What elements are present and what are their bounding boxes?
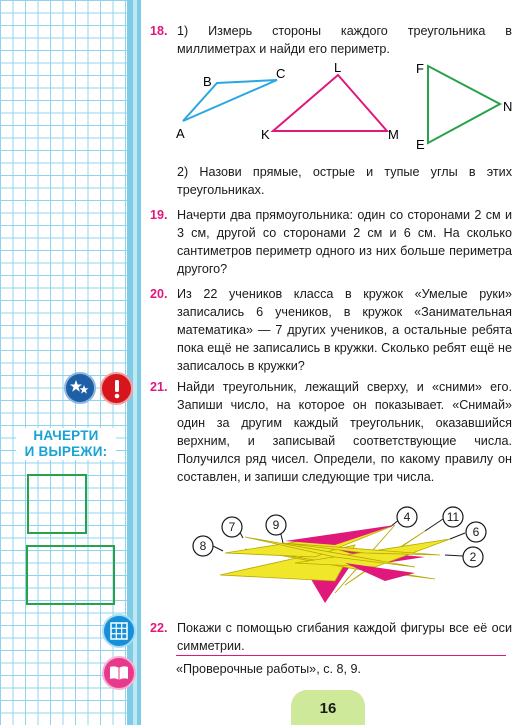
- page-number: 16: [291, 690, 365, 725]
- vertex-label: A: [176, 126, 185, 141]
- task-20: [150, 285, 512, 375]
- exclamation-icon-glyph: [112, 379, 122, 399]
- shard-pink: [285, 525, 395, 545]
- task-20-text: Из 22 учеников класса в кружок «Умелые руки» записались 6 учеников, в кружок «Занимательная математика» — 7 других учеников, а остальные ребята пока ещё не записались в кружки. Сколько ребят ещё не записалось в кружки?: [177, 287, 512, 373]
- side-title: [16, 428, 116, 460]
- triangle-abc: [183, 80, 277, 121]
- vertex-label: F: [416, 61, 424, 76]
- task-number: 22.: [150, 621, 168, 635]
- task-number: 18.: [150, 24, 168, 38]
- circle-number: 2: [469, 550, 477, 564]
- task-18-part2: 2) Назови прямые, острые и тупые углы в этих треугольниках.: [177, 165, 512, 197]
- side-title-line2: И ВЫРЕЖИ:: [24, 444, 108, 459]
- reference-divider: [176, 655, 506, 656]
- task-21-triangle-pile: [185, 505, 495, 605]
- task-number: 20.: [150, 287, 168, 301]
- task-19-text: Начерти два прямоугольника: один со сторонами 2 см и 3 см, другой со сторонами 2 см и 6 см. На сколько сантиметров периметр одного из них больше периметра другого?: [177, 208, 512, 276]
- grid-icon-glyph: [110, 622, 128, 640]
- vertex-label: C: [276, 66, 286, 81]
- vertex-label: M: [388, 127, 399, 142]
- circle-number: 8: [199, 539, 207, 553]
- green-rectangle-small: [27, 474, 87, 534]
- vertex-label: K: [261, 127, 270, 142]
- task-18: [150, 22, 512, 58]
- book-icon: [102, 656, 136, 690]
- task-22-text: Покажи с помощью сгибания каждой фигуры все её оси симметрии.: [177, 621, 512, 653]
- side-title-line1: НАЧЕРТИ: [33, 428, 99, 443]
- grid-icon: [102, 614, 136, 648]
- task-21-text: Найди треугольник, лежащий сверху, и «сними» его. Запиши число, на которое он показывает. «Снимай» один за другим каждый треугольник, оказавшийся верхним, и записывай соответствующие числа. Получился ряд чисел. Определи, по какому правилу он составлен, и запиши следующие три числа.: [177, 380, 512, 484]
- exclamation-icon: [100, 372, 133, 405]
- triangle-efn: [428, 66, 500, 143]
- task-number: 21.: [150, 380, 168, 394]
- circle-number: 11: [446, 510, 460, 524]
- circle-number: 9: [272, 518, 280, 532]
- circle-number: 6: [472, 525, 480, 539]
- reference-note: «Проверочные работы», с. 8, 9.: [176, 662, 361, 676]
- vertex-label: L: [334, 60, 342, 75]
- task-22: [150, 619, 512, 655]
- task-18-triangles: [170, 60, 520, 155]
- vertex-label: B: [203, 74, 212, 89]
- task-19: [150, 206, 512, 278]
- grid-margin-edge-highlight: [133, 0, 137, 725]
- task-21: [150, 378, 512, 486]
- book-icon-glyph: [109, 665, 129, 681]
- vertex-label: E: [416, 137, 425, 152]
- circle-number: 7: [228, 520, 236, 534]
- task-18-part1: 1) Измерь стороны каждого треугольника в миллиметрах и найди его периметр.: [177, 24, 512, 56]
- circle-number: 4: [403, 510, 411, 524]
- stars-icon-glyph: [69, 377, 91, 399]
- vertex-label: N: [503, 99, 513, 114]
- task-18-part2-block: [150, 163, 512, 199]
- green-rectangle-large: [26, 545, 115, 605]
- triangle-klm: [273, 75, 387, 131]
- stars-icon: [64, 372, 96, 404]
- task-number: 19.: [150, 208, 168, 222]
- grid-margin: [0, 0, 127, 725]
